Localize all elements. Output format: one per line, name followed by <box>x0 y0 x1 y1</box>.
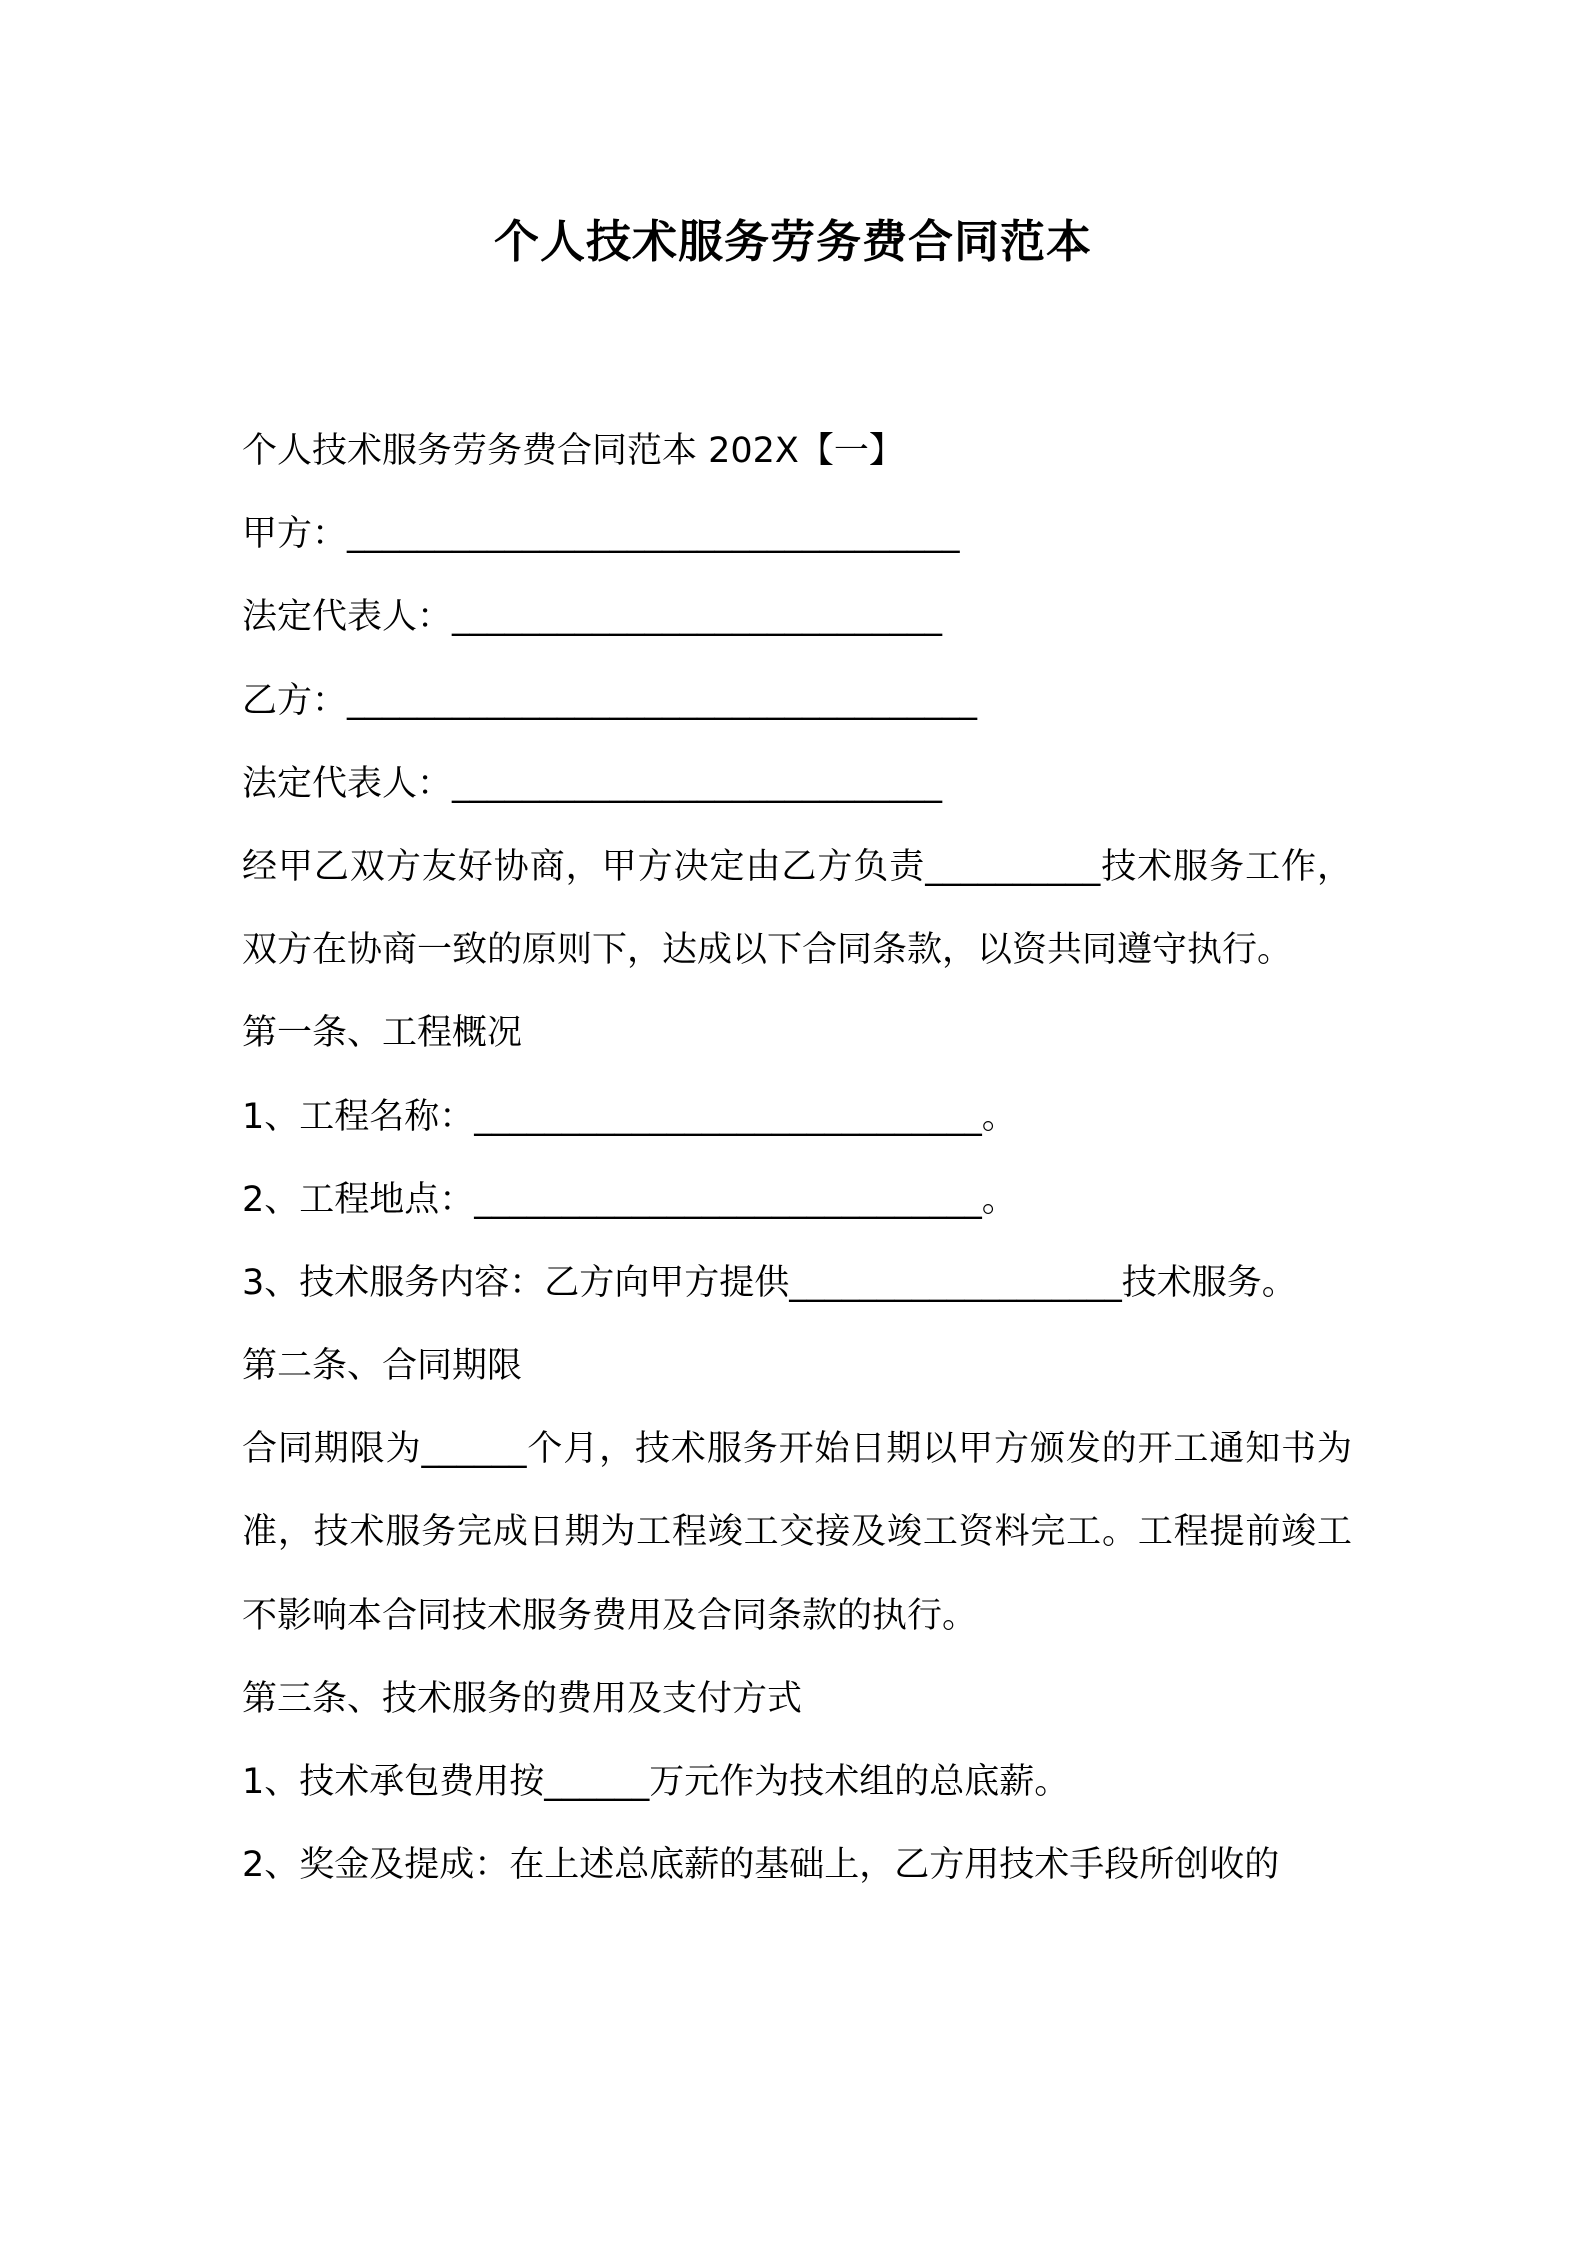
party-b-field: 乙方：____________________________________ <box>242 680 978 721</box>
article-2-heading: 第二条、合同期限 <box>242 1346 523 1387</box>
article-3-heading: 第三条、技术服务的费用及支付方式 <box>242 1678 803 1719</box>
article-1-heading: 第一条、工程概况 <box>242 1013 523 1054</box>
intro-paragraph: 经甲乙双方友好协商，甲方决定由乙方负责__________技术服务工作，双方在协商一致的原则下，达成以下合同条款，以资共同遵守执行。 <box>242 846 1352 971</box>
document-title: 个人技术服务劳务费合同范本 <box>493 215 1092 268</box>
party-b-representative-field: 法定代表人：____________________________ <box>242 763 943 804</box>
article-1-item-1: 1、工程名称：_____________________________。 <box>242 1096 1017 1137</box>
party-a-representative-field: 法定代表人：____________________________ <box>242 597 943 638</box>
article-3-item-1: 1、技术承包费用按______万元作为技术组的总底薪。 <box>242 1762 1070 1803</box>
contract-subtitle: 个人技术服务劳务费合同范本 202X【一】 <box>242 431 904 471</box>
party-a-field: 甲方：___________________________________ <box>242 514 960 555</box>
document-body <box>242 410 1352 1907</box>
article-3-item-2: 2、奖金及提成：在上述总底薪的基础上，乙方用技术手段所创收的 <box>242 1845 1280 1886</box>
article-1-item-2: 2、工程地点：_____________________________。 <box>242 1179 1017 1220</box>
article-1-item-3: 3、技术服务内容：乙方向甲方提供___________________技术服务。 <box>242 1262 1297 1303</box>
article-2-body: 合同期限为______个月，技术服务开始日期以甲方颁发的开工通知书为准，技术服务完成日期为工程竣工交接及竣工资料完工。工程提前竣工不影响本合同技术服务费用及合同条款的执行。 <box>242 1429 1352 1636</box>
